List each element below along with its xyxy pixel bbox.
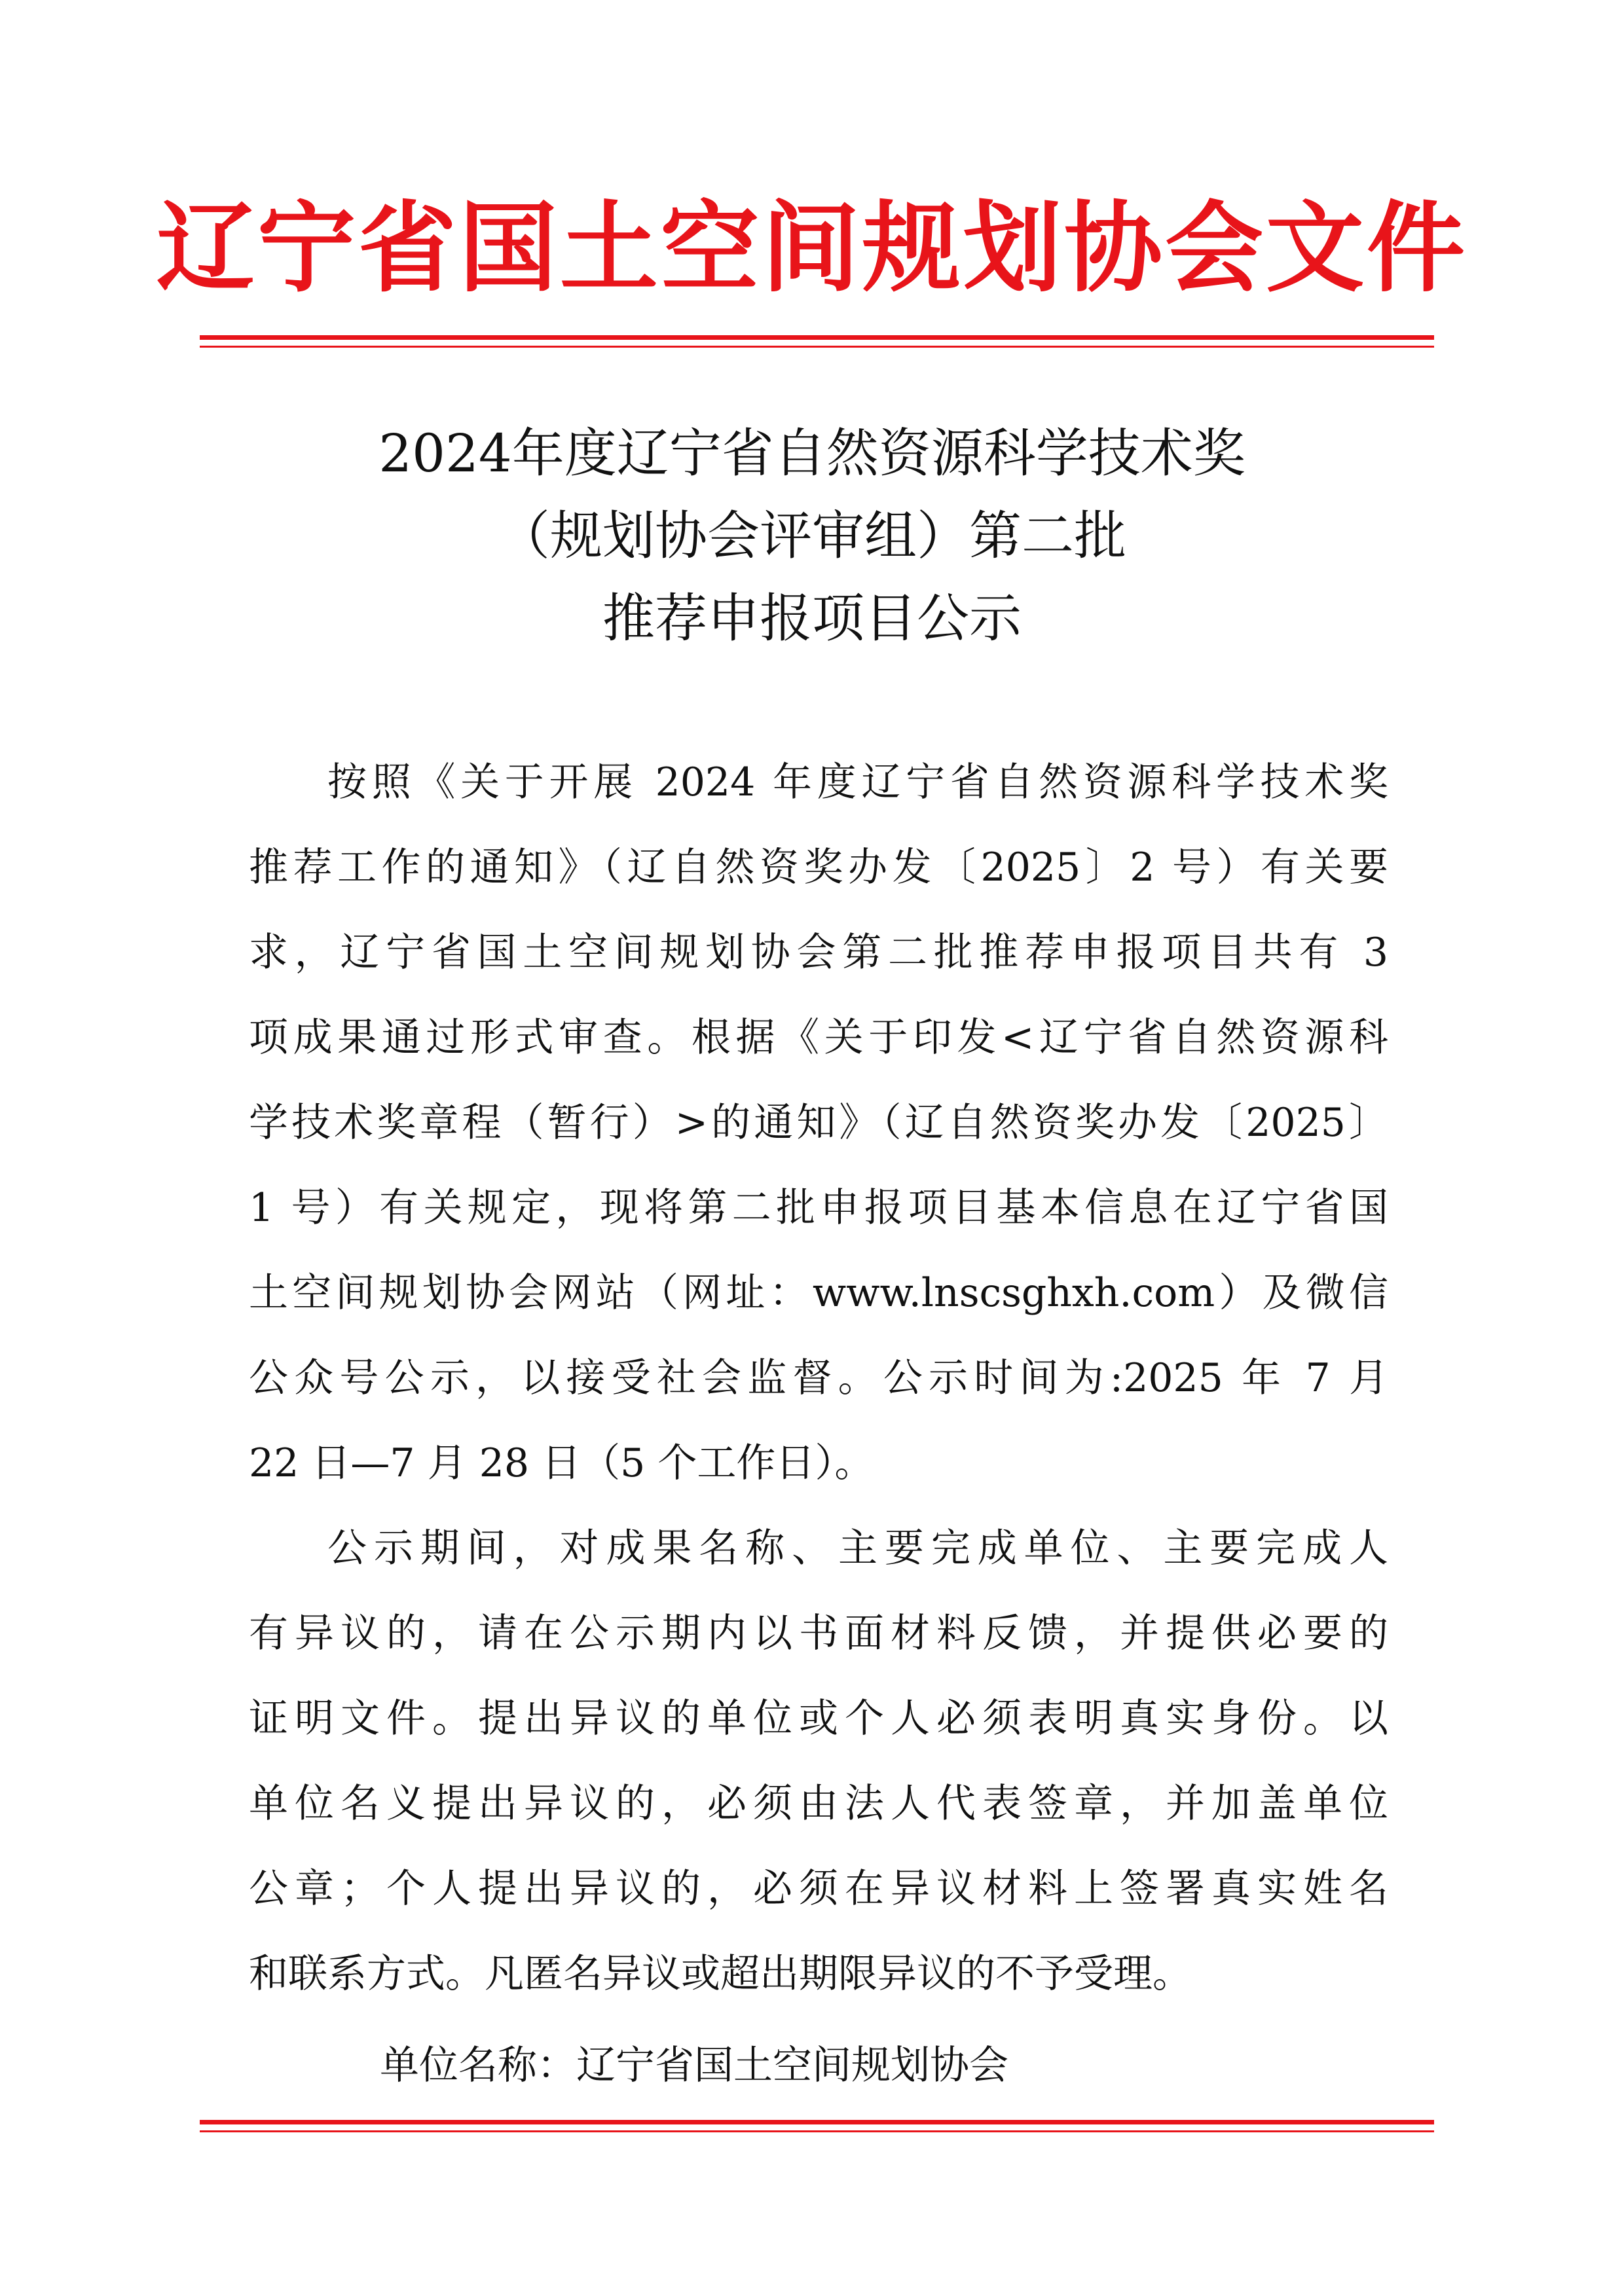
paragraph-1-line: 学技术奖章程（暂行）>的通知》（辽自然资奖办发〔2025〕 (249, 1100, 1388, 1146)
paragraph-1-line: 22 日—7 月 28 日（5 个工作日）。 (249, 1440, 874, 1486)
paragraph-2-line: 公示期间，对成果名称、主要完成单位、主要完成人 (327, 1525, 1388, 1571)
paragraph-1-line: 项成果通过形式审查。根据《关于印发<辽宁省自然资源科 (249, 1015, 1388, 1061)
paragraph-1-line: 土空间规划协会网站（网址：www.lnscsghxh.com）及微信 (249, 1270, 1388, 1316)
document-title-line-2: （规划协会评审组）第二批 (498, 505, 1126, 566)
paragraph-2-line: 和联系方式。凡匿名异议或超出期限异议的不予受理。 (249, 1951, 1192, 1997)
footer-rule-thick (200, 2120, 1434, 2124)
header-rule-thin (200, 346, 1434, 348)
paragraph-2-line: 有异议的，请在公示期内以书面材料反馈，并提供必要的 (249, 1611, 1388, 1656)
paragraph-1-line: 求，辽宁省国土空间规划协会第二批推荐申报项目共有 3 (249, 930, 1388, 975)
document-title-line-3: 推荐申报项目公示 (602, 588, 1022, 649)
masthead-title: 辽宁省国土空间规划协会文件 (156, 192, 1467, 306)
paragraph-2-line: 公章；个人提出异议的，必须在异议材料上签署真实姓名 (249, 1866, 1388, 1912)
document-title-line-1: 2024年度辽宁省自然资源科学技术奖 (378, 423, 1246, 484)
paragraph-1-line: 推荐工作的通知》（辽自然资奖办发〔2025〕2 号）有关要 (249, 845, 1388, 890)
paragraph-2-line: 证明文件。提出异议的单位或个人必须表明真实身份。以 (249, 1696, 1388, 1741)
paragraph-1-line: 1 号）有关规定，现将第二批申报项目基本信息在辽宁省国 (249, 1185, 1388, 1231)
organization-name: 单位名称：辽宁省国土空间规划协会 (380, 2043, 1008, 2088)
footer-rule-thin (200, 2130, 1434, 2132)
paragraph-2-line: 单位名义提出异议的，必须由法人代表签章，并加盖单位 (249, 1781, 1388, 1827)
paragraph-1-line: 按照《关于开展 2024 年度辽宁省自然资源科学技术奖 (327, 759, 1388, 805)
paragraph-1-line: 公众号公示，以接受社会监督。公示时间为:2025 年 7 月 (249, 1355, 1388, 1401)
document-title (0, 412, 1624, 660)
header-rule-thick (200, 335, 1434, 340)
